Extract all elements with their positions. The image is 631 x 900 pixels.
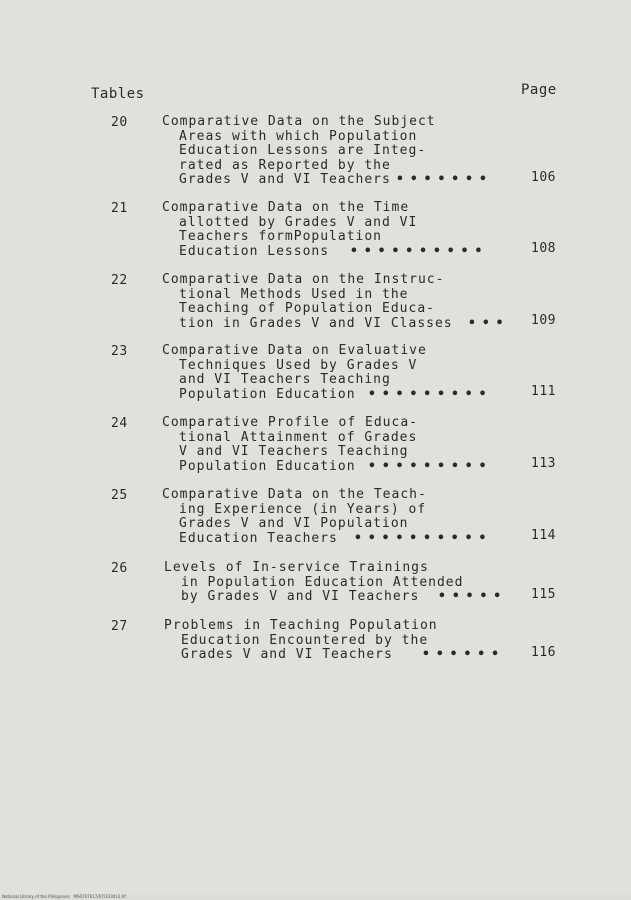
entry-line: in Population Education Attended (181, 574, 464, 590)
entry-line: Areas with which Population (179, 128, 418, 144)
entry-number: 21 (111, 201, 128, 216)
entry-line: Teaching of Population Educa- (179, 301, 435, 316)
leader-dots: ••••••••• (368, 386, 493, 402)
entry-line: Comparative Data on the Teach- (162, 487, 427, 502)
entry-line: Grades V and VI Population (179, 516, 409, 531)
entry-line: Grades V and VI Teachers (181, 647, 393, 662)
entry-page-number: 109 (531, 313, 556, 328)
entry-line: Education Encountered by the (181, 632, 429, 648)
page-heading: Page (521, 82, 557, 98)
entry-line: tional Attainment of Grades (179, 429, 418, 445)
entry-line: by Grades V and VI Teachers (181, 589, 420, 604)
entry-line: tional Methods Used in the (179, 286, 409, 302)
entry-line: Population Education (179, 386, 356, 402)
entry-number: 25 (111, 488, 128, 503)
entry-line: tion in Grades V and VI Classes (179, 315, 453, 331)
entry-number: 23 (111, 344, 128, 359)
entry-line: V and VI Teachers Teaching (179, 444, 409, 459)
entry-line: Problems in Teaching Population (164, 618, 438, 633)
entry-line: Teachers formPopulation (179, 229, 383, 244)
entry-page-number: 108 (531, 241, 556, 256)
entry-line: and VI Teachers Teaching (179, 372, 391, 387)
entry-number: 24 (111, 416, 128, 431)
scan-footer: National Library of the Philippines MS0707017/07/103012.tif (2, 894, 126, 899)
entry-line: Comparative Data on the Time (162, 200, 410, 215)
entry-line: Comparative Data on Evaluative (162, 343, 427, 358)
entry-line: Comparative Profile of Educa- (162, 415, 418, 430)
entry-line: Education Lessons are Integ- (179, 143, 427, 158)
entry-line: allotted by Grades V and VI (179, 214, 418, 230)
entry-number: 26 (111, 561, 128, 576)
entry-page-number: 106 (531, 170, 556, 185)
entry-page-number: 113 (531, 456, 556, 471)
leader-dots: •••••••••• (350, 243, 489, 259)
entry-line: Comparative Data on the Subject (162, 114, 436, 129)
leader-dots: •••••••••• (354, 530, 493, 546)
entry-line: Education Teachers (179, 530, 338, 546)
leader-dots: ••• (468, 315, 510, 331)
leader-dots: •••••• (422, 647, 505, 662)
leader-dots: ••••••••• (368, 458, 493, 474)
entry-line: Education Lessons (179, 243, 330, 259)
tables-heading: Tables (91, 86, 145, 102)
entry-line: rated as Reported by the (179, 157, 391, 173)
entry-line: Techniques Used by Grades V (179, 357, 418, 373)
entry-line: Comparative Data on the Instruc- (162, 272, 445, 287)
entry-line: Levels of In-service Trainings (164, 560, 429, 575)
leader-dots: ••••••• (396, 172, 493, 187)
entry-page-number: 111 (531, 384, 556, 399)
entry-page-number: 115 (531, 587, 556, 602)
entry-number: 20 (111, 115, 128, 130)
entry-line: Grades V and VI Teachers (179, 172, 391, 187)
entry-line: Population Education (179, 458, 356, 474)
entry-number: 27 (111, 619, 128, 634)
entry-page-number: 114 (531, 528, 556, 543)
entry-line: ing Experience (in Years) of (179, 501, 427, 517)
entry-page-number: 116 (531, 645, 556, 660)
leader-dots: ••••• (438, 589, 508, 604)
entry-number: 22 (111, 273, 128, 288)
